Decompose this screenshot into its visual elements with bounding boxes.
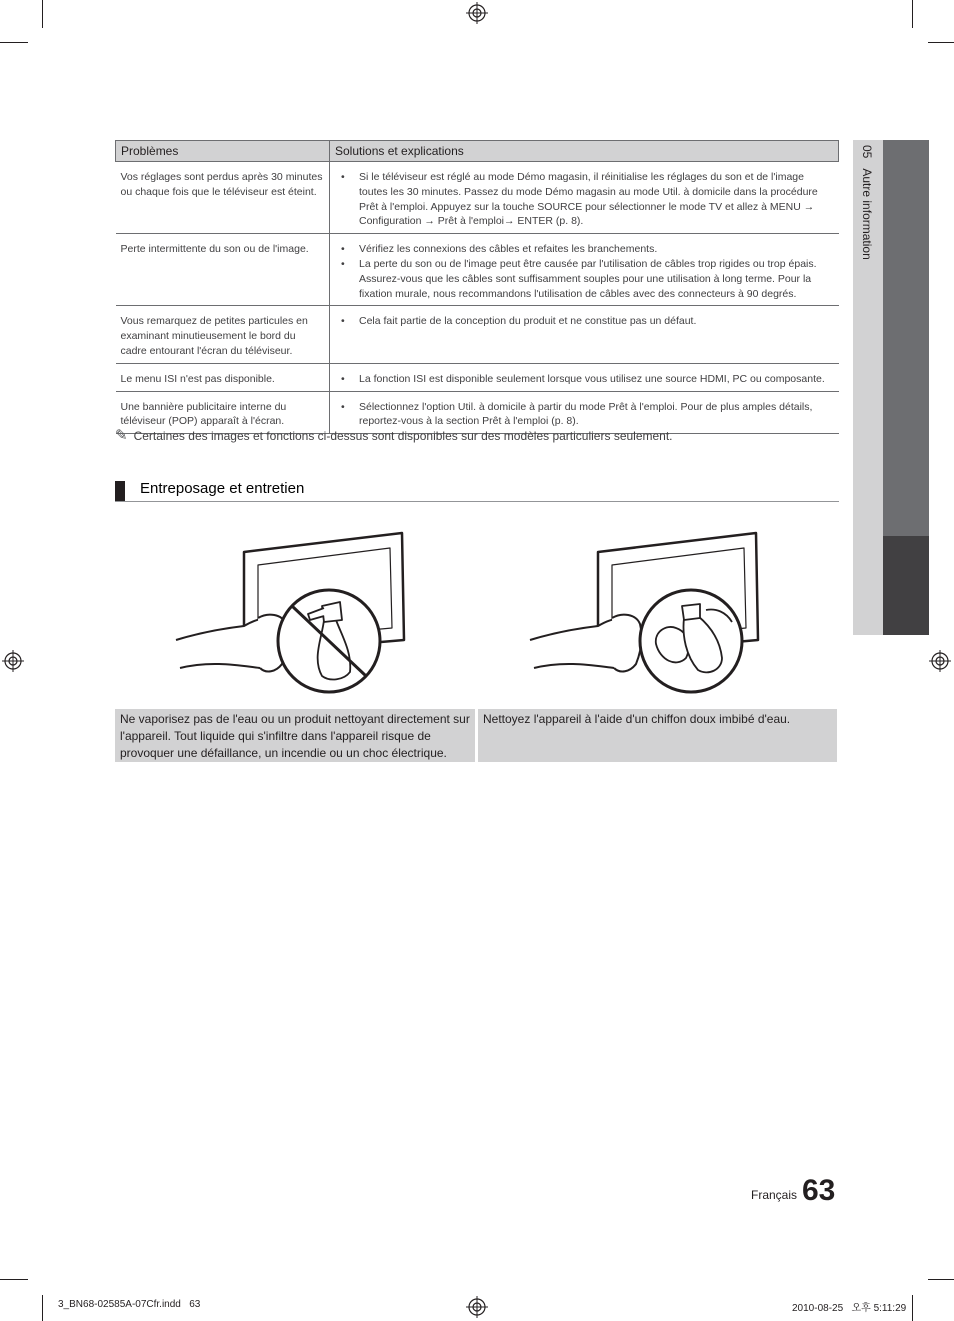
section-divider	[115, 501, 839, 502]
cloth-cleaning-illustration	[526, 528, 766, 698]
crop-mark	[928, 42, 954, 43]
chapter-title: Autre information	[860, 168, 874, 260]
solution-item: • La perte du son ou de l'image peut être causée par l'utilisation de câbles trop rigides ou trop épais. Assurez-vous que les câbles sont suffisamment souples pour une utilisation à long terme. Pour la fixation murale, nous recommandons l'utilisation de câbles avec des connecteurs à 90 degrés.	[335, 257, 834, 301]
crop-mark	[0, 42, 28, 43]
problem-cell: Vous remarquez de petites particules en examinant minutieusement le bord du cadre entourant l'écran du téléviseur.	[116, 306, 330, 363]
crop-mark	[912, 0, 913, 28]
table-header-row	[116, 141, 839, 162]
problem-cell: Perte intermittente du son ou de l'image.	[116, 234, 330, 306]
solution-cell	[330, 363, 839, 391]
problem-cell: Vos réglages sont perdus après 30 minutes ou chaque fois que le téléviseur est éteint.	[116, 162, 330, 234]
registration-mark-icon	[929, 650, 951, 672]
note-pencil-icon: ✎	[115, 427, 128, 444]
problem-cell: Une bannière publicitaire interne du téléviseur (POP) apparaît à l'écran.	[116, 391, 330, 434]
crop-mark	[912, 1295, 913, 1321]
solution-list	[335, 242, 834, 301]
header-problems: Problèmes	[116, 141, 330, 162]
table-row	[116, 363, 839, 391]
solution-list	[335, 400, 834, 430]
table-row	[116, 162, 839, 234]
solution-item: • Si le téléviseur est réglé au mode Démo magasin, il réinitialise les réglages du son et de l'image toutes les 30 minutes. Passez du mode Démo magasin au mode Util. à domicile dans la procédure Prêt à l'emploi. Appuyez sur la touche SOURCE pour sélectionner le mode TV et allez à MENU → Configuration → Prêt à l'emploi→ ENTER (p. 8).	[335, 170, 834, 229]
slug-datetime: 2010-08-25 오후 5:11:29	[792, 1303, 907, 1314]
caption-instruction: Nettoyez l'appareil à l'aide d'un chiffon doux imbibé d'eau.	[478, 709, 837, 762]
side-tab-active-band	[883, 536, 929, 635]
solution-cell	[330, 162, 839, 234]
side-tab-label	[860, 145, 874, 260]
solution-list	[335, 170, 834, 229]
crop-mark	[928, 1279, 954, 1280]
chapter-number: 05	[860, 145, 874, 159]
solution-item: • La fonction ISI est disponible seulement lorsque vous utilisez une source HDMI, PC ou composante.	[335, 372, 834, 387]
side-tab-band	[883, 140, 929, 536]
solution-item: • Vérifiez les connexions des câbles et refaites les branchements.	[335, 242, 834, 257]
solution-item: • Sélectionnez l'option Util. à domicile à partir du mode Prêt à l'emploi. Pour de plus amples détails, reportez-vous à la section Prêt à l'emploi (p. 8).	[335, 400, 834, 430]
table-row	[116, 234, 839, 306]
footer-language: Français	[751, 1188, 798, 1202]
caption-warning: Ne vaporisez pas de l'eau ou un produit nettoyant directement sur l'appareil. Tout liquide qui s'infiltre dans l'appareil risque de provoquer une défaillance, un incendie ou un choc électrique.	[115, 709, 475, 762]
solution-list	[335, 314, 834, 329]
section-marker	[115, 481, 125, 501]
problem-cell: Le menu ISI n'est pas disponible.	[116, 363, 330, 391]
crop-mark	[42, 1295, 43, 1321]
solution-list	[335, 372, 834, 387]
registration-mark-icon	[2, 650, 24, 672]
table-row	[116, 306, 839, 363]
solution-cell	[330, 234, 839, 306]
registration-mark-icon	[466, 2, 488, 24]
header-solutions: Solutions et explications	[330, 141, 839, 162]
section-title: Entreposage et entretien	[140, 480, 305, 497]
page-number: 63	[802, 1174, 836, 1207]
solution-cell	[330, 306, 839, 363]
slug-file: 3_BN68-02585A-07Cfr.indd 63	[58, 1299, 201, 1310]
crop-mark	[42, 0, 43, 28]
solution-item: • Cela fait partie de la conception du produit et ne constitue pas un défaut.	[335, 314, 834, 329]
troubleshooting-table	[115, 140, 839, 434]
registration-mark-icon	[466, 1296, 488, 1318]
note	[115, 426, 673, 444]
note-text: Certaines des images et fonctions ci-dessus sont disponibles sur des modèles particuliers seulement.	[133, 429, 673, 443]
crop-mark	[0, 1279, 28, 1280]
no-spray-illustration	[172, 528, 412, 698]
